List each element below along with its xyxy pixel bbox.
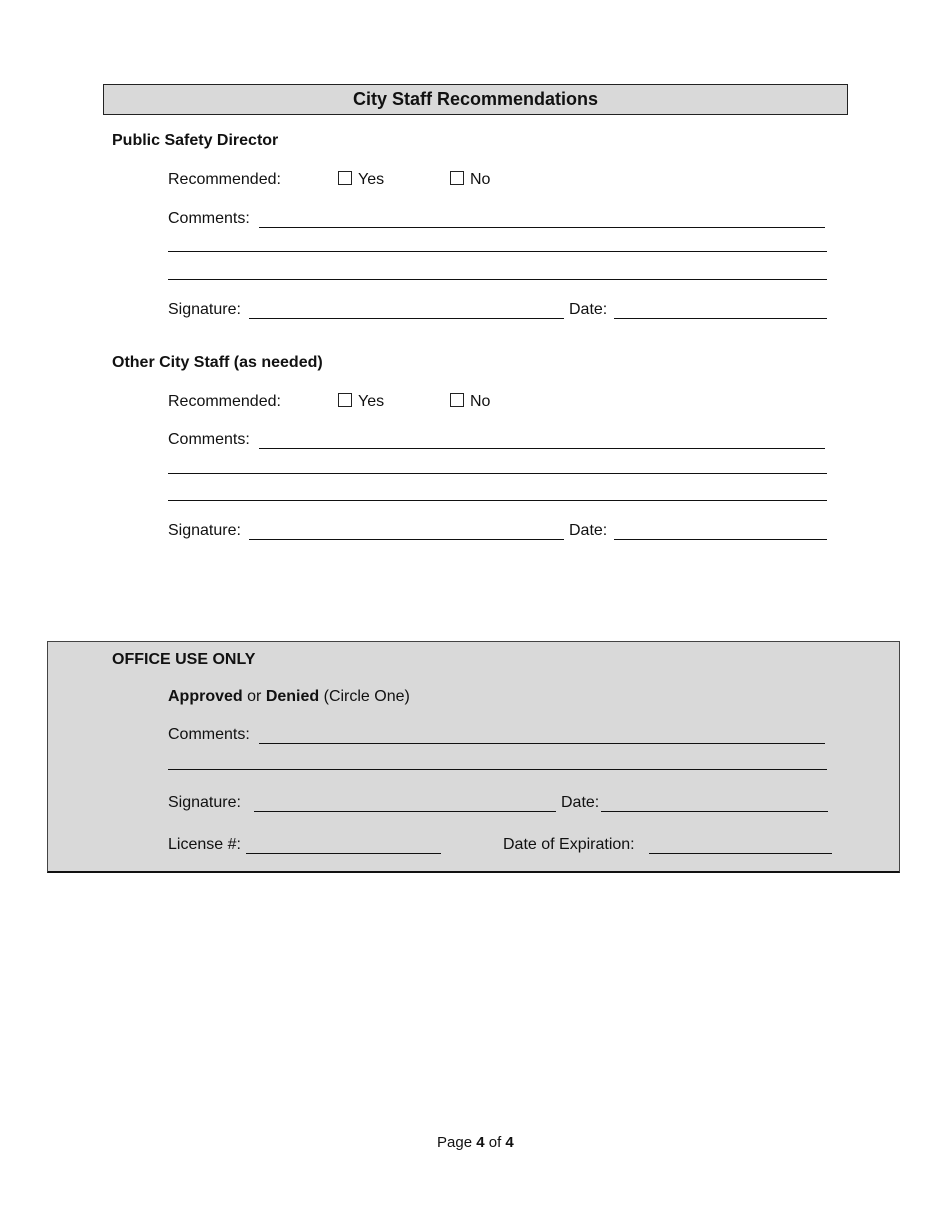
license-line[interactable] xyxy=(246,853,441,854)
section-title-bar xyxy=(103,84,848,115)
approved-option[interactable]: Approved xyxy=(168,688,243,705)
page-title: City Staff Recommendations xyxy=(352,89,599,109)
ocs-yes-label: Yes xyxy=(358,393,385,410)
psd-signature-label: Signature: xyxy=(168,301,241,318)
psd-comments-label: Comments: xyxy=(168,210,250,227)
ocs-no-label: No xyxy=(470,393,491,410)
psd-no-option[interactable] xyxy=(450,171,490,189)
office-signature-label: Signature: xyxy=(168,794,241,811)
psd-yes-label: Yes xyxy=(358,171,385,188)
psd-comments-line-2[interactable] xyxy=(168,251,827,252)
ocs-no-option[interactable] xyxy=(450,393,490,411)
office-signature-line[interactable] xyxy=(254,811,556,812)
expiration-label: Date of Expiration: xyxy=(503,836,635,853)
ocs-date-label: Date: xyxy=(569,522,608,539)
license-label: License #: xyxy=(168,836,241,853)
ocs-signature-label: Signature: xyxy=(168,522,241,539)
ocs-yes-checkbox[interactable] xyxy=(338,393,352,407)
denied-option[interactable]: Denied xyxy=(265,688,320,705)
psd-date-label: Date: xyxy=(569,301,608,318)
page-of: of xyxy=(488,1134,502,1151)
office-comments-line-2[interactable] xyxy=(168,769,827,770)
psd-no-label: No xyxy=(470,171,491,188)
office-use-heading: OFFICE USE ONLY xyxy=(112,651,256,668)
circle-one-text: (Circle One) xyxy=(323,688,410,705)
or-text: or xyxy=(247,688,262,705)
ocs-comments-label: Comments: xyxy=(168,431,250,448)
ocs-comments-line-1[interactable] xyxy=(259,448,825,449)
psd-yes-option[interactable] xyxy=(338,171,384,189)
psd-yes-checkbox[interactable] xyxy=(338,171,352,185)
psd-signature-line[interactable] xyxy=(249,318,564,319)
other-staff-heading: Other City Staff (as needed) xyxy=(112,354,323,371)
psd-no-checkbox[interactable] xyxy=(450,171,464,185)
page-total: 4 xyxy=(505,1134,514,1151)
public-safety-heading: Public Safety Director xyxy=(112,132,279,149)
ocs-date-line[interactable] xyxy=(614,539,827,540)
office-comments-label: Comments: xyxy=(168,726,250,743)
office-date-label: Date: xyxy=(561,794,600,811)
office-date-line[interactable] xyxy=(601,811,828,812)
ocs-comments-line-3[interactable] xyxy=(168,500,827,501)
office-comments-line-1[interactable] xyxy=(259,743,825,744)
ocs-recommended-label: Recommended: xyxy=(168,393,281,410)
psd-date-line[interactable] xyxy=(614,318,827,319)
psd-recommended-label: Recommended: xyxy=(168,171,281,188)
ocs-signature-line[interactable] xyxy=(249,539,564,540)
ocs-yes-option[interactable] xyxy=(338,393,384,411)
ocs-no-checkbox[interactable] xyxy=(450,393,464,407)
page-number xyxy=(437,1134,514,1151)
psd-comments-line-3[interactable] xyxy=(168,279,827,280)
psd-comments-line-1[interactable] xyxy=(259,227,825,228)
approval-line xyxy=(168,688,410,706)
page-current: 4 xyxy=(476,1134,485,1151)
ocs-comments-line-2[interactable] xyxy=(168,473,827,474)
expiration-line[interactable] xyxy=(649,853,832,854)
page-prefix: Page xyxy=(437,1134,473,1151)
